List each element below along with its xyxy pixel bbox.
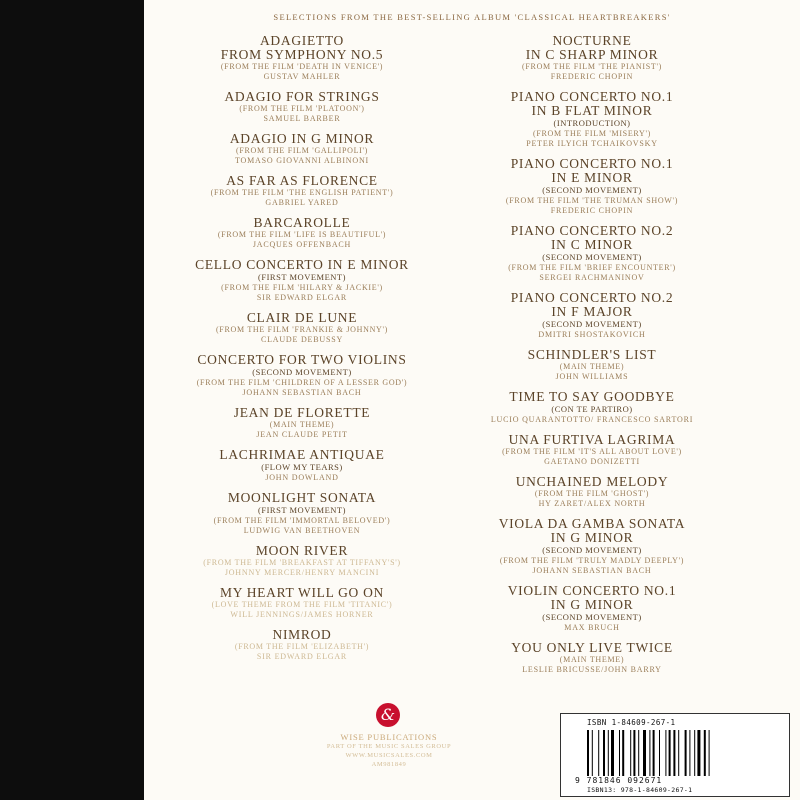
track-title: ADAGIO IN G MINOR [229,131,375,146]
track-title: YOU ONLY LIVE TWICE [511,640,673,655]
barcode-bar [694,730,695,776]
track-title: PIANO CONCERTO NO.1 [510,156,674,171]
barcode-bar [689,730,690,776]
track-composer: JOHNNY MERCER/HENRY MANCINI [224,568,380,577]
track-entry [152,34,452,82]
track-title: PIANO CONCERTO NO.2 [510,223,674,238]
barcode-bar [619,730,620,776]
track-entry [442,433,742,467]
track-composer: CLAUDE DEBUSSY [260,335,344,344]
track-movement: (FLOW MY TEARS) [261,462,343,472]
barcode-bar [587,730,589,776]
publisher-line: WWW.MUSICSALES.COM [345,752,433,759]
track-film-note: (FROM THE FILM 'BREAKFAST AT TIFFANY'S') [203,558,401,567]
track-composer: PETER ILYICH TCHAIKOVSKY [526,139,658,148]
barcode-bar [603,730,605,776]
track-title: MOONLIGHT SONATA [227,490,377,505]
barcode-bar [638,730,639,776]
track-composer: JOHN DOWLAND [265,473,339,482]
track-entry [442,291,742,340]
track-title: IN C SHARP MINOR [525,47,659,62]
barcode-bar [592,730,593,776]
track-entry [152,258,452,303]
track-composer: JOHANN SEBASTIAN BACH [532,566,652,575]
barcode-bar [659,730,660,776]
track-composer: GABRIEL YARED [265,198,339,207]
isbn-bottom: ISBN13: 978-1-84609-267-1 [587,786,693,794]
track-composer: JOHANN SEBASTIAN BACH [242,388,362,397]
barcode-label [560,713,790,797]
track-composer: GAETANO DONIZETTI [544,457,640,466]
track-composer: JEAN CLAUDE PETIT [256,430,348,439]
track-film-note: (MAIN THEME) [559,362,625,371]
publisher-logo-icon: & [376,703,400,727]
track-film-note: (FROM THE FILM 'LIFE IS BEAUTIFUL') [217,230,387,239]
track-title: CONCERTO FOR TWO VIOLINS [197,352,407,367]
track-movement: (SECOND MOVEMENT) [542,612,642,622]
track-title: ADAGIO FOR STRINGS [224,89,380,104]
track-film-note: (FROM THE FILM 'IMMORTAL BELOVED') [213,516,391,525]
track-composer: SIR EDWARD ELGAR [256,293,348,302]
track-entry [152,491,452,536]
track-title: MOON RIVER [255,543,349,558]
track-title: IN B FLAT MINOR [531,103,653,118]
track-movement: (FIRST MOVEMENT) [258,272,346,282]
track-film-note: (FROM THE FILM 'DEATH IN VENICE') [220,62,384,71]
track-film-note: (FROM THE FILM 'ELIZABETH') [234,642,370,651]
track-film-note: (FROM THE FILM 'BRIEF ENCOUNTER') [508,263,676,272]
track-title: CELLO CONCERTO IN E MINOR [195,257,409,272]
track-composer: DMITRI SHOSTAKOVICH [538,330,646,339]
track-title: IN E MINOR [551,170,633,185]
track-title: VIOLIN CONCERTO NO.1 [507,583,677,598]
track-title: PIANO CONCERTO NO.1 [510,89,674,104]
barcode-bar [611,730,614,776]
track-entry [152,586,452,620]
track-entry [152,90,452,124]
track-composer: JOHN WILLIAMS [555,372,629,381]
track-composer: WILL JENNINGS/JAMES HORNER [230,610,374,619]
track-title: CLAIR DE LUNE [246,310,358,325]
barcode-bar [598,730,599,776]
track-composer: TOMASO GIOVANNI ALBINONI [234,156,370,165]
track-movement: (SECOND MOVEMENT) [542,545,642,555]
track-movement: (INTRODUCTION) [553,118,631,128]
publisher-line: AM981849 [371,761,407,768]
track-title: UNA FURTIVA LAGRIMA [508,432,676,447]
barcode-bar [649,730,650,776]
track-title: VIOLA DA GAMBA SONATA [498,516,686,531]
track-title: IN G MINOR [550,530,634,545]
track-movement: (SECOND MOVEMENT) [542,185,642,195]
track-entry [152,448,452,483]
track-film-note: (LOVE THEME FROM THE FILM 'TITANIC') [211,600,393,609]
track-film-note: (MAIN THEME) [269,420,335,429]
barcode-bar [678,730,679,776]
track-entry [442,348,742,382]
track-movement: (SECOND MOVEMENT) [542,319,642,329]
track-film-note: (FROM THE FILM 'THE TRUMAN SHOW') [505,196,679,205]
track-title: BARCAROLLE [253,215,351,230]
track-entry [442,641,742,675]
track-composer: LUDWIG VAN BEETHOVEN [243,526,361,535]
barcode-bar [653,730,655,776]
barcode-icon [587,730,737,776]
track-entry [152,406,452,440]
barcode-bar [608,730,609,776]
right-track-list [442,34,742,683]
sheet-music-back-cover [144,0,800,800]
track-title: AS FAR AS FLORENCE [226,173,378,188]
track-composer: GUSTAV MAHLER [263,72,341,81]
track-entry [152,544,452,578]
track-movement: (SECOND MOVEMENT) [252,367,352,377]
barcode-bar [709,730,710,776]
track-movement: (CON TE PARTIRO) [551,404,633,414]
publisher-block [314,732,464,769]
album-header: SELECTIONS FROM THE BEST-SELLING ALBUM 'CLASSICAL HEARTBREAKERS' [273,12,671,22]
track-movement: (SECOND MOVEMENT) [542,252,642,262]
track-film-note: (FROM THE FILM 'IT'S ALL ABOUT LOVE') [502,447,682,456]
track-film-note: (FROM THE FILM 'HILARY & JACKIE') [221,283,383,292]
track-composer: FREDERIC CHOPIN [550,72,634,81]
track-composer: JACQUES OFFENBACH [252,240,352,249]
barcode-bar [665,730,666,776]
track-title: IN F MAJOR [551,304,633,319]
track-film-note: (FROM THE FILM 'THE ENGLISH PATIENT') [210,188,394,197]
publisher-line: PART OF THE MUSIC SALES GROUP [326,743,452,750]
track-film-note: (FROM THE FILM 'CHILDREN OF A LESSER GOD') [196,378,408,387]
isbn-top: ISBN 1-84609-267-1 [587,718,676,727]
barcode-bar [685,730,687,776]
publisher-name: WISE PUBLICATIONS [340,732,438,742]
track-entry [442,584,742,633]
track-composer: LUCIO QUARANTOTTO/ FRANCESCO SARTORI [490,415,694,424]
track-film-note: (FROM THE FILM 'GHOST') [534,489,650,498]
barcode-digits: 9 781846 092671 [575,776,663,785]
track-entry [442,34,742,82]
track-film-note: (MAIN THEME) [559,655,625,664]
barcode-bar [622,730,624,776]
track-entry [152,353,452,398]
track-composer: SAMUEL BARBER [263,114,341,123]
track-title: FROM SYMPHONY NO.5 [220,47,384,62]
track-entry [152,216,452,250]
track-entry [152,311,452,345]
track-movement: (FIRST MOVEMENT) [258,505,346,515]
track-title: LACHRIMAE ANTIQUAE [219,447,385,462]
track-composer: SIR EDWARD ELGAR [256,652,348,661]
track-entry [152,628,452,662]
track-title: IN C MINOR [550,237,633,252]
track-composer: HY ZARET/ALEX NORTH [538,499,646,508]
track-entry [442,90,742,149]
track-title: ADAGIETTO [259,33,345,48]
track-composer: LESLIE BRICUSSE/JOHN BARRY [522,665,662,674]
barcode-bar [630,730,631,776]
track-film-note: (FROM THE FILM 'THE PIANIST') [522,62,662,71]
track-entry [152,174,452,208]
barcode-bar [643,730,646,776]
barcode-bar [673,730,675,776]
track-entry [152,132,452,166]
barcode-bar [704,730,706,776]
track-film-note: (FROM THE FILM 'GALLIPOLI') [235,146,369,155]
barcode-bar [633,730,635,776]
track-title: PIANO CONCERTO NO.2 [510,290,674,305]
barcode-bar [697,730,700,776]
track-entry [442,224,742,283]
track-film-note: (FROM THE FILM 'TRULY MADLY DEEPLY') [499,556,685,565]
track-entry [442,390,742,425]
track-title: MY HEART WILL GO ON [220,585,384,600]
track-title: NOCTURNE [552,33,632,48]
track-title: NIMROD [272,627,332,642]
track-title: SCHINDLER'S LIST [527,347,657,362]
barcode-bar [669,730,671,776]
track-title: TIME TO SAY GOODBYE [509,389,675,404]
track-title: JEAN DE FLORETTE [233,405,371,420]
track-composer: FREDERIC CHOPIN [550,206,634,215]
track-entry [442,475,742,509]
track-composer: MAX BRUCH [564,623,620,632]
track-film-note: (FROM THE FILM 'PLATOON') [239,104,365,113]
track-title: IN G MINOR [550,597,634,612]
left-track-list [152,34,452,670]
track-film-note: (FROM THE FILM 'MISERY') [533,129,651,138]
track-entry [442,157,742,216]
track-entry [442,517,742,576]
track-title: UNCHAINED MELODY [515,474,669,489]
track-film-note: (FROM THE FILM 'FRANKIE & JOHNNY') [215,325,389,334]
track-composer: SERGEI RACHMANINOV [539,273,645,282]
